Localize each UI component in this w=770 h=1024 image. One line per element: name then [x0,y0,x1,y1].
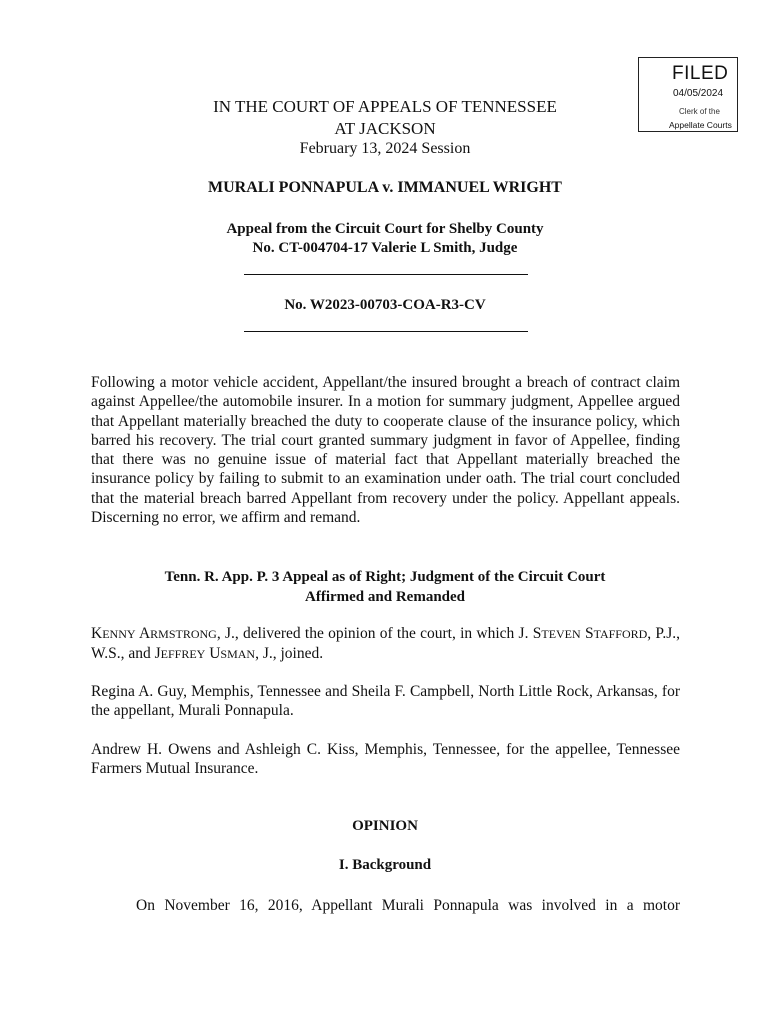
case-caption: MURALI PONNAPULA v. IMMANUEL WRIGHT [208,179,562,196]
author-initial: K [91,625,103,642]
holding-line: Tenn. R. App. P. 3 Appeal as of Right; Judgment of the Circuit Court [164,569,606,585]
court-location: AT JACKSON [334,119,436,138]
judge-name-rest: TAFFORD [593,627,648,641]
counsel-appellant: Regina A. Guy, Memphis, Tennessee and Sheila F. Campbell, North Little Rock, Arkansas, for the appellant, Murali Ponnapula. [91,683,680,720]
judge-name-rest: EFFREY [160,647,206,662]
authoring-text: , P.J., W.S., and [91,625,680,663]
divider-rule [244,331,528,332]
appeal-origin [0,220,770,258]
judge-initial: S [584,625,594,642]
opinion-heading: OPINION [352,818,418,834]
counsel-appellee: Andrew H. Owens and Ashleigh C. Kiss, Memphis, Tennessee, for the appellee, Tennessee Farmers Mutual Insurance. [91,741,680,778]
filed-stamp-courts: Appellate Courts [669,120,732,130]
appeal-from: Appeal from the Circuit Court for Shelby County [226,221,544,237]
case-summary: Following a motor vehicle accident, Appellant/the insured brought a breach of contract claim against Appellee/the automobile insurer. In a motion for summary judgment, Appellee argued that Appellant materially breached the duty to cooperate clause of the insurance policy, which barred his recovery. The trial court granted summary judgment in favor of Appellee, finding that there was no genuine issue of material fact that Appellant materially breached the insurance policy by failing to submit to an examination under oath. The trial court concluded that the material breach barred Appellant from recovery under the policy. Appellant appeals. Discerning no error, we affirm and remand. [91,374,680,527]
judge-name-rest: SMAN [220,647,256,662]
authoring-text: , J., delivered the opinion of the court, in which J. [216,625,533,642]
judge-name-rest: TEVEN [541,627,581,641]
divider-rule [244,274,528,275]
author-name-rest: ENNY [102,627,136,641]
session-date: February 13, 2024 Session [299,140,471,157]
appellate-docket-number: No. W2023-00703-COA-R3-CV [284,297,486,313]
court-heading [0,96,770,140]
author-name-rest: RMSTRONG [150,627,217,641]
judge-initial: U [209,645,221,663]
court-name: IN THE COURT OF APPEALS OF TENNESSEE [213,97,557,116]
filed-stamp-date: 04/05/2024 [673,88,724,99]
authoring-statement [91,624,680,665]
author-initial: A [138,625,151,642]
trial-docket: No. CT-004704-17 Valerie L Smith, Judge [252,240,518,256]
holding [0,567,770,607]
opinion-body: On November 16, 2016, Appellant Murali Ponnapula was involved in a motor [136,897,680,914]
section-heading: I. Background [338,857,432,873]
holding-disposition: Affirmed and Remanded [305,589,465,605]
filed-stamp-title: FILED [672,63,729,84]
authoring-text: , J., joined. [255,645,324,663]
filed-stamp-clerk: Clerk of the [679,107,720,116]
judge-initial: J [154,645,161,663]
judge-initial: S [532,625,542,642]
